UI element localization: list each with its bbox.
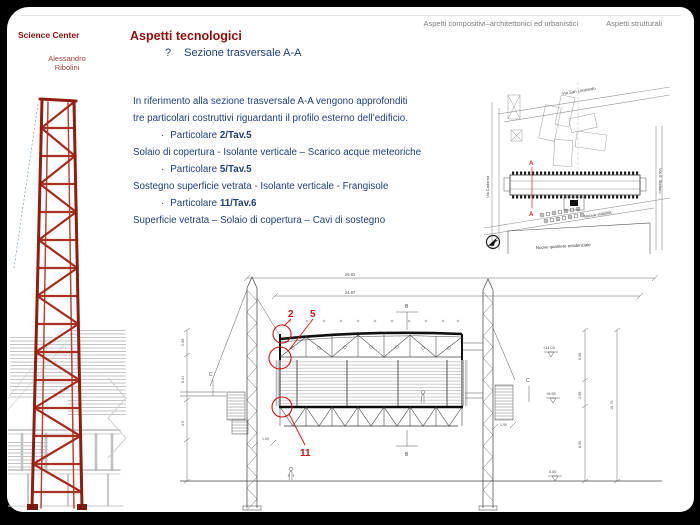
bullet-item: · Particolare 11/Tav.6 [161, 198, 257, 209]
street-label-new: Nuova viabilità [583, 209, 612, 219]
dim-left-a: 2.98 [181, 338, 185, 346]
section-label-a-top: A [529, 161, 534, 167]
roof-accessories [289, 320, 459, 322]
level-mid: +8.95 [546, 392, 556, 396]
dim-small-left: 1.50 [262, 437, 269, 441]
dim-mid-value: 24.87 [344, 290, 356, 295]
tree-row [540, 207, 584, 223]
callout-5: 5 [310, 309, 316, 320]
dim-top-value: 29.81 [344, 272, 356, 277]
callout-11: 11 [300, 448, 311, 459]
dim-left-c: 4.9 [181, 420, 185, 426]
street-label-top: Via San Leonardo [561, 85, 597, 96]
detail-ref: 2/Tav.5 [219, 130, 252, 141]
left-mast [180, 277, 280, 510]
presentation-slide [7, 7, 694, 512]
author-line2: Ribolini [54, 63, 80, 72]
marker-c-right: C [526, 378, 530, 384]
main-building-plan [504, 172, 646, 211]
marker-b-top: B [405, 304, 409, 310]
top-rule [21, 15, 681, 16]
intro-line-2: tre particolari costruttivi riguardanti il profilo esterno dell’edificio. [133, 113, 408, 124]
background-building [8, 328, 126, 506]
right-mast [465, 279, 516, 510]
author-line1: Alessandro [48, 54, 86, 63]
marker-c-left: C [209, 372, 213, 378]
subtitle-marker: ? [165, 47, 172, 59]
item-desc: Superficie vetrata – Solaio di copertura – Cavi di sostegno [133, 215, 386, 226]
section-nav [423, 19, 662, 28]
bullet-item: · Particolare 5/Tav.5 [161, 164, 252, 175]
marker-b-bottom: B [405, 452, 409, 458]
level-top: +14.03 [543, 346, 555, 350]
site-plan-map [484, 78, 670, 254]
item-desc: Sostegno superficie vetrata - Isolante verticale - Frangisole [133, 181, 389, 192]
nav-link-strutturali[interactable]: Aspetti strutturali [606, 19, 662, 28]
detail-ref: 5/Tav.5 [219, 164, 252, 175]
level-zero: 0.00 [549, 470, 557, 474]
level-markers [544, 352, 562, 481]
district-label: Nuovo quartiere residenziale [535, 242, 591, 250]
page-title: Aspetti tecnologici [130, 29, 242, 43]
dimension-chain-right [582, 328, 620, 483]
callout-2: 2 [288, 309, 294, 320]
intro-line-1: In riferimento alla sezione trasversale A-A vengono approfonditi [133, 96, 408, 107]
item-desc: Solaio di copertura - Isolante verticale – Scarico acque meteoriche [133, 147, 422, 158]
roof-truss [280, 333, 483, 360]
dimension-lines-top [244, 275, 658, 299]
detail-ref: 11/Tav.6 [219, 198, 257, 209]
dim-right-c: 8.95 [578, 440, 582, 448]
author-name [31, 54, 103, 72]
red-tower-render [8, 88, 128, 516]
dim-left-b: 5.41 [181, 375, 185, 383]
guy-cable [14, 104, 38, 268]
body-text [133, 93, 503, 229]
north-arrow-icon [487, 236, 500, 249]
dim-right-b: 2.98 [578, 391, 582, 399]
section-label-a-bottom: A [529, 212, 534, 218]
glass-facade [275, 360, 468, 406]
floor-truss [279, 407, 463, 426]
dim-right-a: 5.08 [578, 352, 582, 360]
page-subtitle [165, 47, 302, 59]
subtitle-text: Sezione trasversale A-A [184, 47, 302, 59]
nav-link-compositivi[interactable]: Aspetti compositivi–architettonici ed urbanistici [423, 19, 579, 28]
cross-section-drawing [180, 268, 670, 516]
dimension-chain-left [184, 328, 190, 483]
street-label-right: Via S. Stefano [658, 168, 663, 194]
dim-right-total: 15.75 [610, 400, 614, 410]
dim-small-right: 1.50 [500, 423, 507, 427]
project-title: Science Center [18, 30, 80, 40]
bullet-item: · Particolare 2/Tav.5 [161, 130, 252, 141]
street-label-left: Via Cadorna [485, 175, 490, 198]
